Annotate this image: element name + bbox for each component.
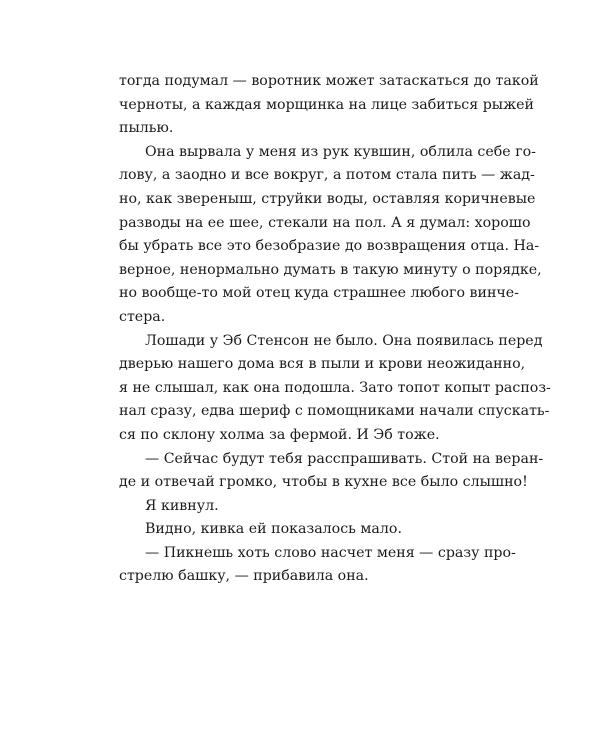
text-line: Я кивнул. [145, 497, 219, 514]
text-line: стера. [119, 308, 166, 325]
body-text [119, 70, 551, 589]
text-line: — Сейчас будут тебя расспрашивать. Стой на веран- [145, 450, 544, 467]
text-line: но вообще-то мой отец куда страшнее любого винче- [119, 285, 519, 302]
text-line: Она вырвала у меня из рук кувшин, облила себе го- [145, 143, 536, 160]
text-line: пылью. [119, 120, 174, 137]
text-line: разводы на ее шее, стекали на пол. А я думал: хорошо [119, 214, 531, 231]
text-line: Видно, кивка ей показалось мало. [145, 521, 402, 538]
text-line: — Пикнешь хоть слово насчет меня — сразу про- [145, 544, 516, 561]
text-line: нал сразу, едва шериф с помощниками начали спускать- [119, 403, 550, 420]
text-line: Лошади у Эб Стенсон не было. Она появилась перед [145, 332, 543, 349]
text-line: лову, а заодно и все вокруг, а потом стала пить — жад- [119, 167, 535, 184]
text-line: де и отвечай громко, чтобы в кухне все было слышно! [119, 474, 528, 491]
text-line: я не слышал, как она подошла. Зато топот копыт распоз- [119, 379, 551, 396]
text-line: верное, ненормально думать в такую минуту о порядке, [119, 261, 542, 278]
text-line: дверью нашего дома вся в пыли и крови неожиданно, [119, 356, 526, 373]
text-line: но, как звереныш, струйки воды, оставляя коричневые [119, 190, 536, 207]
text-line: тогда подумал — воротник может затаскаться до такой [119, 73, 539, 89]
text-line: ся по склону холма за фермой. И Эб тоже. [119, 426, 440, 443]
text-line: бы убрать все это безобразие до возвращения отца. На- [119, 238, 540, 255]
text-line: черноты, а каждая морщинка на лице забиться рыжей [119, 96, 534, 113]
text-line: стрелю башку, — прибавила она. [119, 568, 369, 585]
